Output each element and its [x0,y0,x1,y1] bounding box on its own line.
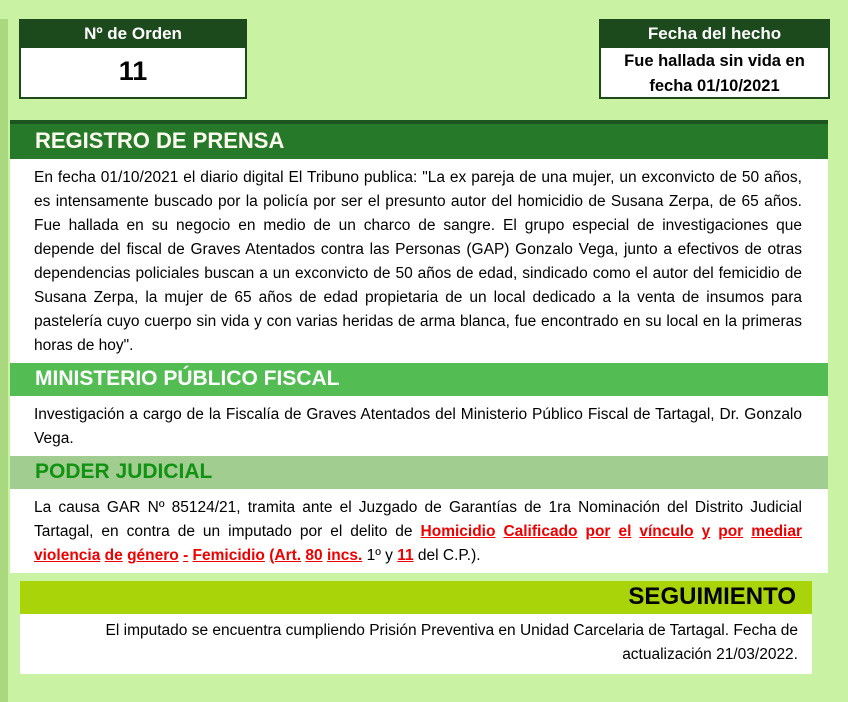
highlighted-offense-word: por [718,523,744,540]
highlighted-offense-word: mediar [751,523,803,540]
section-header-seguimiento: SEGUIMIENTO [20,581,812,614]
highlighted-offense-word: Calificado [503,523,578,540]
date-of-incident-text: Fue hallada sin vida en fecha 01/10/2021 [624,52,805,95]
seguimiento-block [20,581,812,674]
order-number: 11 [118,56,148,86]
highlighted-offense-word: género [127,547,179,564]
header-row [19,19,830,99]
date-box [599,19,830,99]
order-box-header: Nº de Orden [21,21,245,48]
highlighted-offense-word: de [104,547,123,564]
highlighted-offense-word: violencia [34,547,101,564]
left-edge-strip [0,19,8,702]
section-header-ministerio-publico-fiscal: MINISTERIO PÚBLICO FISCAL [10,363,828,396]
date-box-header: Fecha del hecho [601,21,828,48]
fiscal-text: Investigación a cargo de la Fiscalía de Graves Atentados del Ministerio Público Fiscal de Tartagal, Dr. Gonzalo Vega. [10,396,828,456]
highlighted-offense-word: Femicidio [192,547,265,564]
highlighted-offense-word: 80 [305,547,323,564]
highlighted-offense-word: (Art. [269,547,302,564]
highlighted-offense-word: incs. [326,547,363,564]
highlighted-offense-word: 11 [397,547,414,564]
section-header-registro-de-prensa: REGISTRO DE PRENSA [10,120,828,159]
highlighted-offense-word: y [701,523,711,540]
highlighted-offense-word: - [183,547,189,564]
highlighted-offense-word: por [585,523,611,540]
seguimiento-text: El imputado se encuentra cumpliendo Prisión Preventiva en Unidad Carcelaria de Tartagal. Fecha de actualización 21/03/2022. [20,614,812,674]
press-record-text: En fecha 01/10/2021 el diario digital El Tribuno publica: "La ex pareja de una mujer, un exconvicto de 50 años, es intensamente buscado por la policía por ser el presunto autor del homicidio de Susana Zerpa, de 65 años. Fue hallada en su negocio en medio de un charco de sangre. El grupo especial de investigaciones que depende del fiscal de Graves Atentados contra las Personas (GAP) Gonzalo Vega, junto a efectivos de otras dependencias policiales buscan a un exconvicto de 50 años de edad, sindicado como el autor del femicidio de Susana Zerpa, la mujer de 65 años de edad propietaria de un local dedicado a la venta de insumos para pastelería cuyo cuerpo sin vida y con varias heridas de arma blanca, fue encontrado en su local en la primeras horas de hoy". [10,159,828,363]
order-box [19,19,247,99]
highlighted-offense-word: vínculo [639,523,694,540]
highlighted-offense-word: Homicidio [420,523,496,540]
highlighted-offense-word: el [618,523,632,540]
section-header-poder-judicial: PODER JUDICIAL [10,456,828,489]
record-body [10,120,828,573]
judicial-text: La causa GAR Nº 85124/21, tramita ante el Juzgado de Garantías de 1ra Nominación del Distrito Judicial Tartagal, en contra de un imputado por el delito de Homicidio Calificado por el vínculo y por mediar violencia de género - Femicidio (Art. 80 incs. 1º y 11 del C.P.). [10,489,828,573]
